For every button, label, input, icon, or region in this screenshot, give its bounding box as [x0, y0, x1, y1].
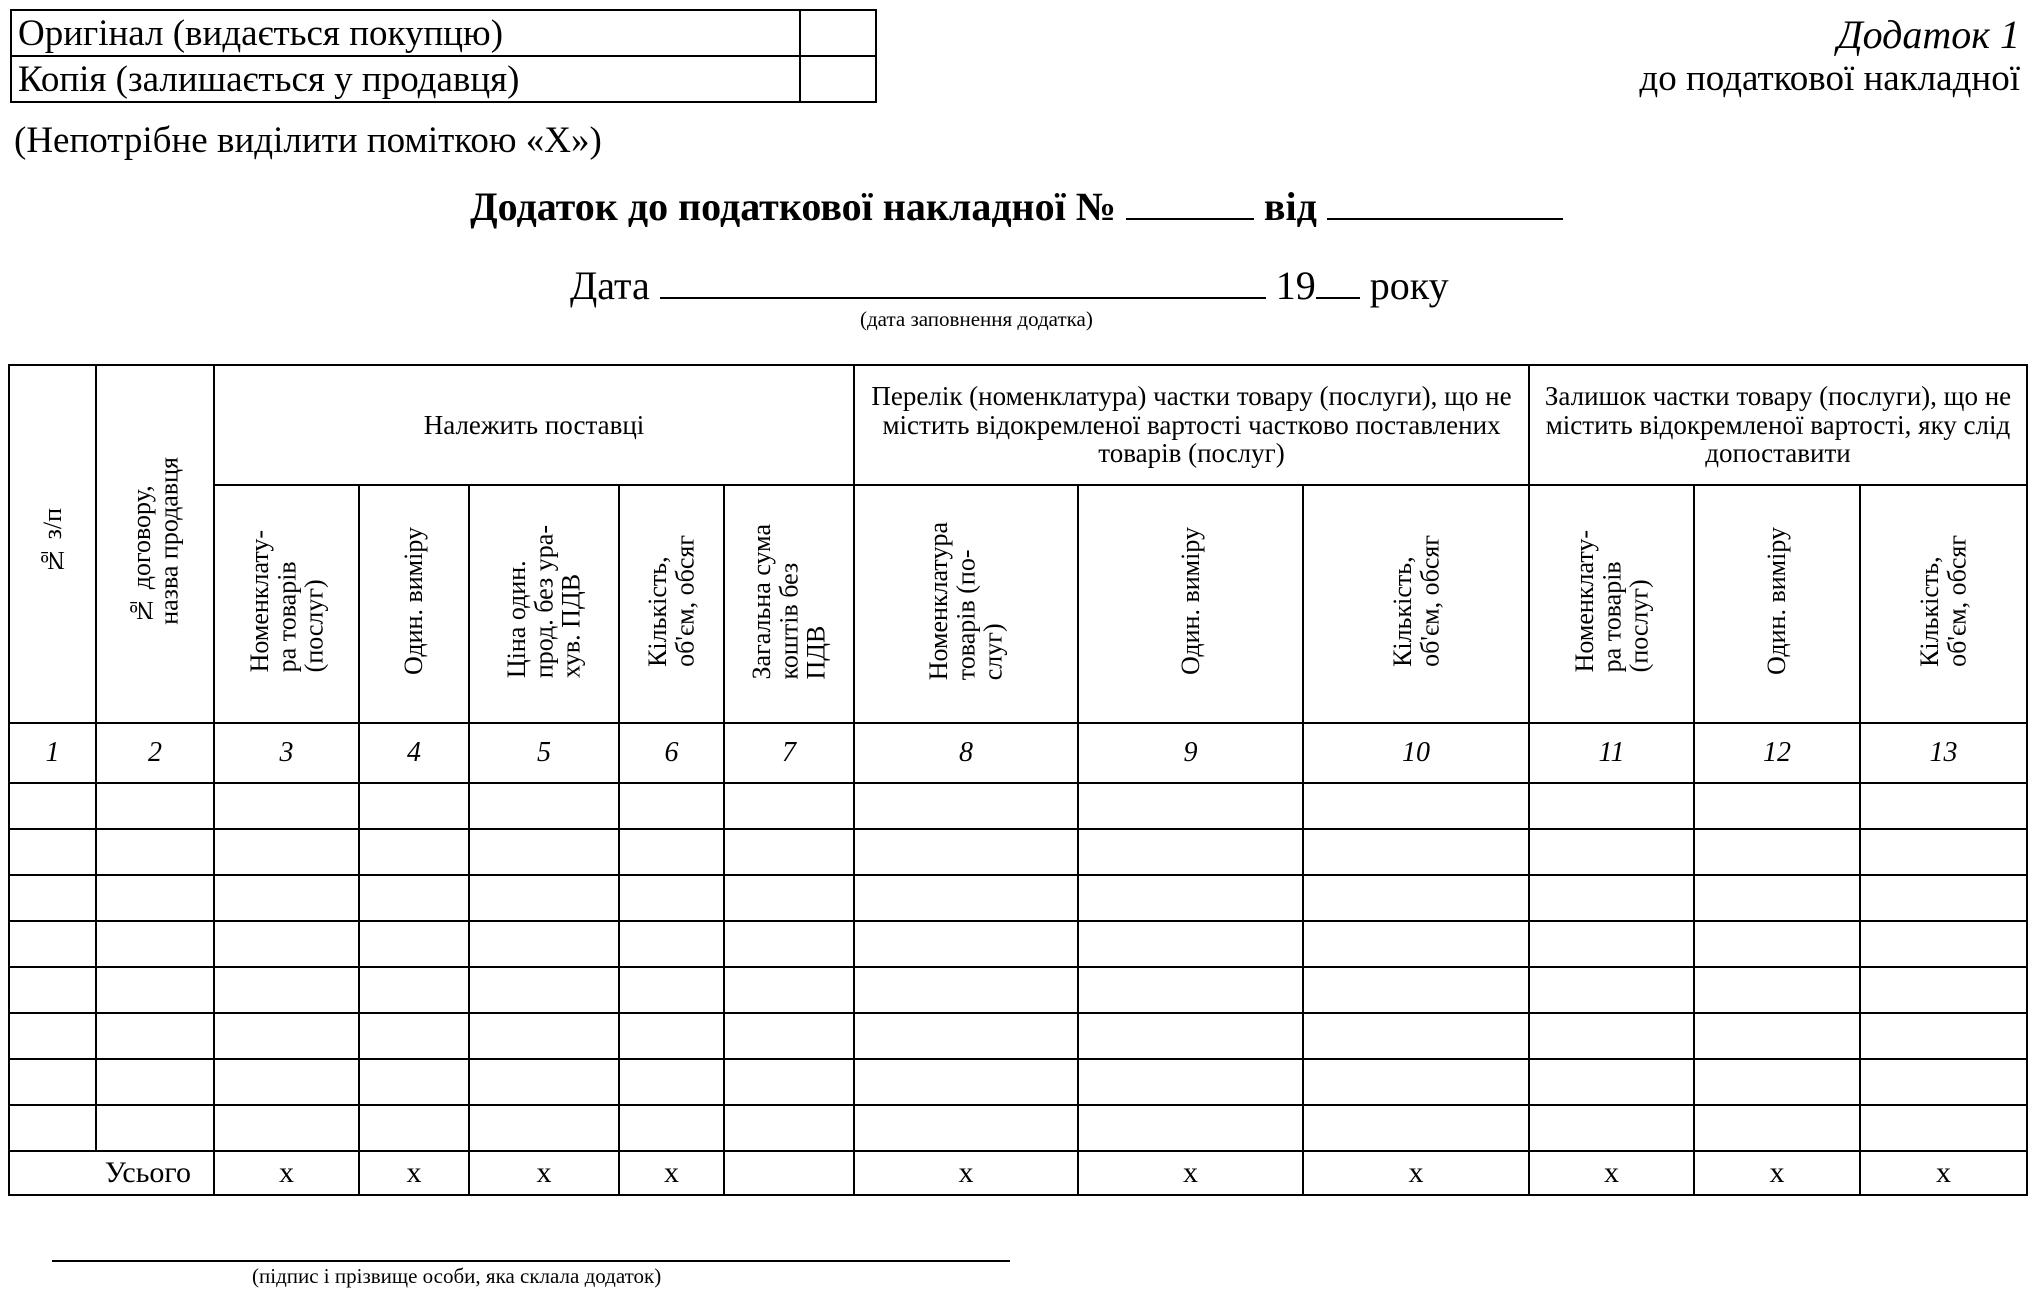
table-cell[interactable] — [1078, 829, 1303, 875]
original-mark-cell[interactable] — [800, 10, 876, 56]
table-cell[interactable] — [96, 967, 214, 1013]
table-cell[interactable] — [214, 875, 359, 921]
table-cell[interactable] — [1694, 1059, 1860, 1105]
table-cell[interactable] — [9, 921, 96, 967]
table-cell[interactable] — [724, 875, 854, 921]
total-cell: х — [854, 1151, 1078, 1195]
table-cell[interactable] — [96, 1013, 214, 1059]
table-cell[interactable] — [619, 1013, 724, 1059]
table-cell[interactable] — [359, 1013, 469, 1059]
total-sum-cell[interactable] — [724, 1151, 854, 1195]
col-number: 9 — [1078, 723, 1303, 783]
table-cell[interactable] — [1860, 783, 2027, 829]
table-cell[interactable] — [214, 967, 359, 1013]
table-cell[interactable] — [9, 1105, 96, 1151]
table-cell[interactable] — [359, 783, 469, 829]
column-numbers-row — [9, 723, 2027, 783]
table-cell[interactable] — [1078, 875, 1303, 921]
title-prefix: Додаток до податкової накладної № — [470, 184, 1116, 229]
col-number: 10 — [1303, 723, 1529, 783]
table-cell[interactable] — [619, 875, 724, 921]
table-cell[interactable] — [1303, 875, 1529, 921]
table-cell[interactable] — [1303, 1059, 1529, 1105]
col-number: 6 — [619, 723, 724, 783]
signature-hint: (підпис і прізвище особи, яка склала додаток) — [252, 1264, 662, 1288]
addendum-title: Додаток 1 — [1837, 12, 2020, 57]
table-cell[interactable] — [854, 921, 1078, 967]
table-cell[interactable] — [1694, 967, 1860, 1013]
total-cell: х — [469, 1151, 619, 1195]
col-number: 5 — [469, 723, 619, 783]
table-row — [9, 829, 2027, 875]
table-cell[interactable] — [359, 1105, 469, 1151]
table-cell[interactable] — [359, 921, 469, 967]
year-prefix: 19 — [1275, 263, 1316, 308]
total-cell: х — [1303, 1151, 1529, 1195]
copy-mark-cell[interactable] — [800, 56, 876, 102]
table-cell[interactable] — [1860, 875, 2027, 921]
table-cell[interactable] — [619, 783, 724, 829]
table-cell[interactable] — [469, 967, 619, 1013]
table-cell[interactable] — [1303, 1013, 1529, 1059]
header-group-remaining: Залишок частки товару (послуги), що не містить відокремленої вартості, яку слід допоставити — [1529, 365, 2027, 485]
total-cell: х — [619, 1151, 724, 1195]
table-cell[interactable] — [1694, 1105, 1860, 1151]
col-number: 2 — [96, 723, 214, 783]
total-cell: х — [359, 1151, 469, 1195]
table-cell[interactable] — [1078, 1059, 1303, 1105]
col-number: 1 — [9, 723, 96, 783]
table-cell[interactable] — [1303, 783, 1529, 829]
table-cell[interactable] — [9, 783, 96, 829]
signature-line[interactable] — [52, 1260, 1010, 1262]
header-sub: Номенклату- ра товарів (послуг) — [1529, 485, 1694, 723]
table-cell[interactable] — [359, 967, 469, 1013]
table-cell[interactable] — [9, 1013, 96, 1059]
table-cell[interactable] — [96, 875, 214, 921]
table-cell[interactable] — [1694, 1013, 1860, 1059]
table-cell[interactable] — [469, 1059, 619, 1105]
table-cell[interactable] — [854, 829, 1078, 875]
header-row-number: № з/п — [9, 365, 96, 723]
table-cell[interactable] — [854, 1105, 1078, 1151]
header-sub: Загальна сума коштів без ПДВ — [724, 485, 854, 723]
table-cell[interactable] — [214, 921, 359, 967]
table-cell[interactable] — [1860, 829, 2027, 875]
table-row — [9, 783, 2027, 829]
table-cell[interactable] — [724, 1013, 854, 1059]
table-cell[interactable] — [1078, 921, 1303, 967]
original-label: Оригінал (видається покупцю) — [11, 10, 800, 56]
total-cell: х — [1694, 1151, 1860, 1195]
table-cell[interactable] — [469, 829, 619, 875]
table-cell[interactable] — [1303, 921, 1529, 967]
table-cell[interactable] — [214, 829, 359, 875]
table-cell[interactable] — [724, 1105, 854, 1151]
table-cell[interactable] — [1860, 1013, 2027, 1059]
table-cell[interactable] — [1860, 1059, 2027, 1105]
table-cell[interactable] — [1303, 1105, 1529, 1151]
table-cell[interactable] — [1529, 1105, 1694, 1151]
table-row — [9, 1013, 2027, 1059]
table-cell[interactable] — [854, 875, 1078, 921]
header-sub: Кількість, об'єм, обсяг — [1303, 485, 1529, 723]
table-cell[interactable] — [619, 1105, 724, 1151]
table-cell[interactable] — [1078, 1105, 1303, 1151]
table-cell[interactable] — [1529, 783, 1694, 829]
header-sub: Один. виміру — [359, 485, 469, 723]
table-cell[interactable] — [1694, 921, 1860, 967]
table-cell[interactable] — [1694, 829, 1860, 875]
header-sub: Один. виміру — [1078, 485, 1303, 723]
header-sub: Кількість, об'єм, обсяг — [619, 485, 724, 723]
total-cell: х — [1078, 1151, 1303, 1195]
col-number: 3 — [214, 723, 359, 783]
date-label: Дата — [570, 263, 650, 308]
table-cell[interactable] — [1860, 967, 2027, 1013]
copy-type-box — [10, 9, 877, 103]
table-cell[interactable] — [9, 967, 96, 1013]
table-cell[interactable] — [619, 1059, 724, 1105]
fill-date-field[interactable] — [660, 263, 1266, 299]
col-number: 13 — [1860, 723, 2027, 783]
table-cell[interactable] — [469, 875, 619, 921]
header-sub: Номенклату- ра товарів (послуг) — [214, 485, 359, 723]
table-cell[interactable] — [1860, 1105, 2027, 1151]
header-sub: Кількість, об'єм, обсяг — [1860, 485, 2027, 723]
invoice-number-field[interactable] — [1126, 188, 1254, 220]
table-cell[interactable] — [619, 921, 724, 967]
table-cell[interactable] — [214, 783, 359, 829]
col-number: 4 — [359, 723, 469, 783]
copy-label: Копія (залишається у продавця) — [11, 56, 800, 102]
table-row — [9, 967, 2027, 1013]
table-cell[interactable] — [1078, 783, 1303, 829]
total-cell: х — [1860, 1151, 2027, 1195]
table-cell[interactable] — [9, 1059, 96, 1105]
date-line — [570, 262, 1449, 309]
table-cell[interactable] — [1860, 921, 2027, 967]
table-cell[interactable] — [1529, 875, 1694, 921]
table-cell[interactable] — [724, 921, 854, 967]
header-group-partial: Перелік (номенклатура) частки товару (послуги), що не містить відокремленої вартості частково поставлених товарів (послуг) — [854, 365, 1529, 485]
year-suffix: року — [1369, 263, 1449, 308]
mark-note: (Непотрібне виділити поміткою «Х») — [14, 120, 602, 161]
table-cell[interactable] — [724, 1059, 854, 1105]
table-row — [9, 1105, 2027, 1151]
document-title — [0, 183, 2033, 230]
date-hint: (дата заповнення додатка) — [860, 307, 1093, 331]
total-label: Усього — [9, 1151, 214, 1195]
table-cell[interactable] — [1078, 967, 1303, 1013]
table-cell[interactable] — [1529, 829, 1694, 875]
total-cell: х — [214, 1151, 359, 1195]
addendum-subtitle: до податкової накладної — [1639, 58, 2020, 99]
table-cell[interactable] — [1303, 967, 1529, 1013]
table-cell[interactable] — [96, 829, 214, 875]
table-cell[interactable] — [359, 829, 469, 875]
year-field[interactable] — [1316, 263, 1360, 299]
invoice-date-field[interactable] — [1327, 188, 1563, 220]
col-number: 12 — [1694, 723, 1860, 783]
table-cell[interactable] — [619, 967, 724, 1013]
table-cell[interactable] — [214, 1059, 359, 1105]
table-row — [9, 921, 2027, 967]
addendum-header — [1639, 12, 2020, 101]
table-cell[interactable] — [1694, 875, 1860, 921]
table-cell[interactable] — [724, 829, 854, 875]
table-cell[interactable] — [854, 1059, 1078, 1105]
table-cell[interactable] — [96, 1059, 214, 1105]
table-cell[interactable] — [359, 1059, 469, 1105]
table-cell[interactable] — [9, 829, 96, 875]
table-cell[interactable] — [724, 967, 854, 1013]
col-number: 8 — [854, 723, 1078, 783]
table-cell[interactable] — [96, 783, 214, 829]
header-sub: Ціна один. прод. без ура- хув. ПДВ — [469, 485, 619, 723]
table-row — [9, 875, 2027, 921]
header-sub: Один. виміру — [1694, 485, 1860, 723]
table-cell[interactable] — [1529, 921, 1694, 967]
col-number: 7 — [724, 723, 854, 783]
table-cell[interactable] — [214, 1013, 359, 1059]
table-cell[interactable] — [854, 783, 1078, 829]
total-cell: х — [1529, 1151, 1694, 1195]
table-cell[interactable] — [96, 921, 214, 967]
table-cell[interactable] — [1529, 1013, 1694, 1059]
table-cell[interactable] — [854, 967, 1078, 1013]
table-cell[interactable] — [1529, 967, 1694, 1013]
col-number: 11 — [1529, 723, 1694, 783]
header-group-delivery: Належить поставці — [214, 365, 854, 485]
table-cell[interactable] — [469, 783, 619, 829]
total-row — [9, 1151, 2027, 1195]
table-cell[interactable] — [1078, 1013, 1303, 1059]
table-cell[interactable] — [854, 1013, 1078, 1059]
table-row — [9, 1059, 2027, 1105]
table-cell[interactable] — [96, 1105, 214, 1151]
header-sub: Номенклатура товарів (по- слуг) — [854, 485, 1078, 723]
table-cell[interactable] — [619, 829, 724, 875]
title-from: від — [1263, 184, 1317, 229]
table-cell[interactable] — [469, 1105, 619, 1151]
table-cell[interactable] — [1694, 783, 1860, 829]
table-cell[interactable] — [469, 1013, 619, 1059]
table-cell[interactable] — [469, 921, 619, 967]
table-cell[interactable] — [1303, 829, 1529, 875]
table-cell[interactable] — [724, 783, 854, 829]
addendum-table — [8, 364, 2028, 1196]
table-cell[interactable] — [1529, 1059, 1694, 1105]
table-cell[interactable] — [214, 1105, 359, 1151]
header-contract: № договору, назва продавця — [96, 365, 214, 723]
table-cell[interactable] — [359, 875, 469, 921]
table-cell[interactable] — [9, 875, 96, 921]
